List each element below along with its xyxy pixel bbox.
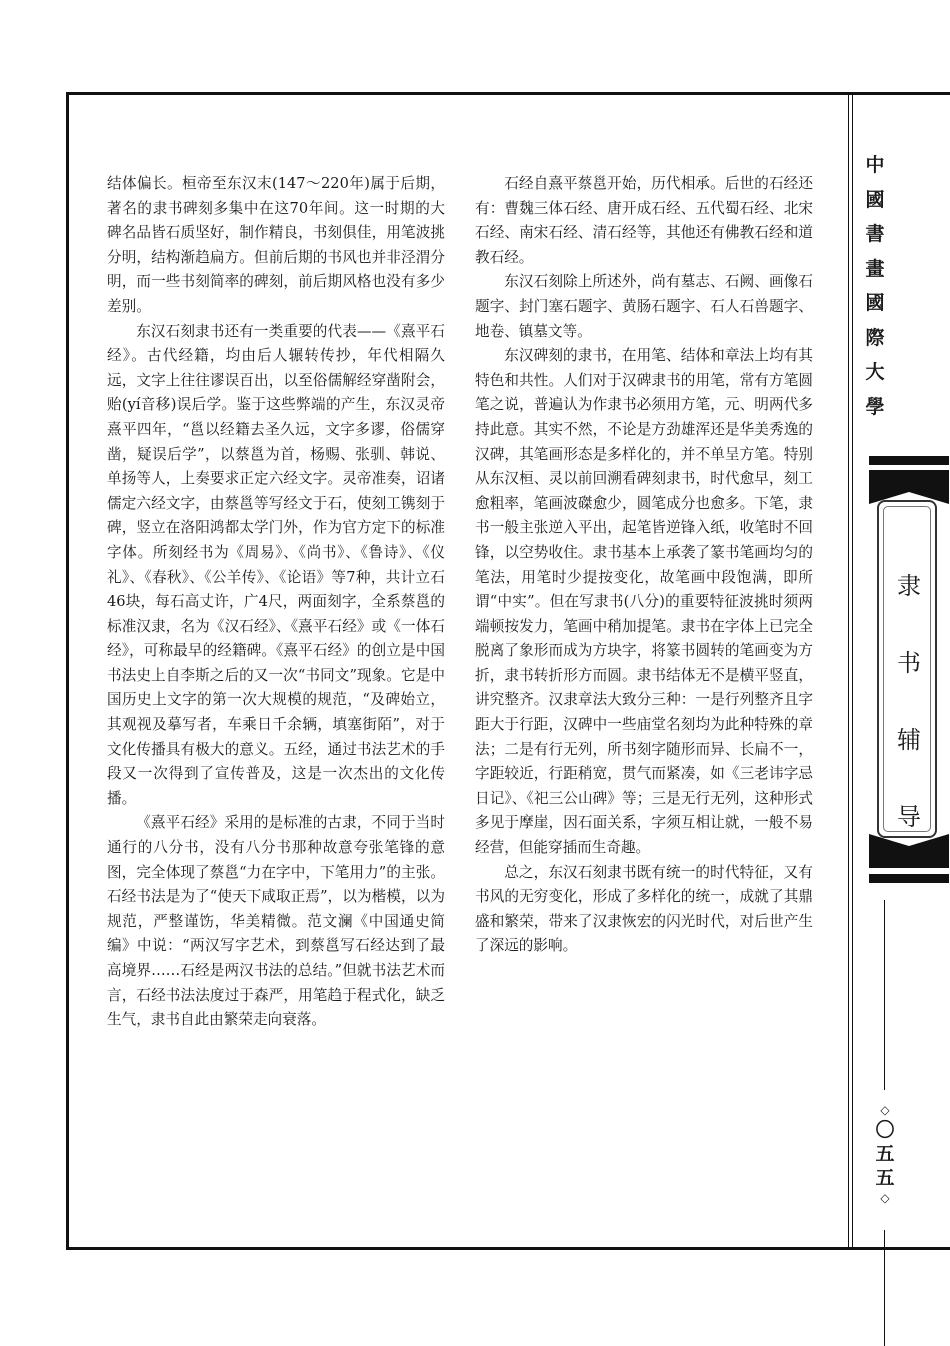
decor-bar-bottom [869,874,949,883]
section-title-char: 书 [897,649,921,677]
page-number-digit: 五 [875,1143,895,1165]
page-number-digit: 〇 [875,1119,895,1141]
right-paragraph-4: 总之，东汉石刻隶书既有统一的时代特征，又有书风的无穷变化，形成了多样化的统一，成就了其鼎盛和繁荣，带来了汉隶恢宏的闪光时代，对后世产生了深远的影响。 [475,863,813,955]
section-title-char: 辅 [897,726,921,754]
left-paragraph-1: 结体偏长。桓帝至东汉末(147～220年)属于后期，著名的隶书碑刻多集中在这70年间。这一时期的大碑名品皆石质坚好，制作精良，书刻俱佳，用笔波挑分明，结构渐趋扁方。但前后期的书风也并非泾渭分明，而一些书刻简率的碑刻，前后期风格也没有多少差别。 [107,175,445,315]
decor-bar-top [869,456,949,465]
left-paragraph-3: 《熹平石经》采用的是标准的古隶，不同于当时通行的八分书，没有八分书那种故意夸张笔锋的意图，完全体现了蔡邕“力在字中，下笔用力”的主张。石经书法是为了“使天下咸取正焉”，以为楷模，以为规范，严整谨饬，华美精微。范文澜《中国通史简编》中说：“两汉写字艺术，到蔡邕写石经达到了最高境界……石经是两汉书法的总结。”但就书法艺术而言，石经书法法度过于森严，用笔趋于程式化，缺乏生气，隶书自此由繁荣走向衰落。 [107,814,445,1029]
left-text-column [107,172,445,1033]
university-title-char: 畫 [865,257,885,280]
left-paragraph-2: 东汉石刻隶书还有一类重要的代表——《熹平石经》。古代经籍，均由后人辗转传抄，年代相隔久远，文字上往往谬误百出，以至俗儒解经穿凿附会，贻(yí音移)误后学。鉴于这些弊端的产生，东汉灵帝熹平四年，“邕以经籍去圣久远，文字多谬，俗儒穿凿，疑误后学”，以蔡邕为首，杨赐、张驯、韩说、单扬等人，上奏要求正定六经文字。灵帝准奏，诏诸儒定六经文字，由蔡邕等写经文于石，使刻工镌刻于碑，竖立在洛阳鸿都太学门外，作为官方定下的标准字体。所刻经书为《周易》、《尚书》、《鲁诗》、《仪礼》、《春秋》、《公羊传》、《论语》等7种，共计立石46块，每石高丈许，广4尺，两面刻字，全系蔡邕的标准汉隶，名为《汉石经》、《熹平石经》或《一体石经》，可称最早的经籍碑。《熹平石经》的创立是中国书法史上自李斯之后的又一次“书同文”现象。它是中国历史上文字的第一次大规模的规范，“及碑始立，其观视及摹写者，车乘日千余辆，填塞街陌”，对于文化传播具有极大的意义。五经，通过书法艺术的手段又一次得到了宣传普及，这是一次杰出的文化传播。 [107,322,445,807]
university-title [853,148,897,424]
university-title-char: 際 [865,326,885,349]
section-title-char: 隶 [897,572,921,600]
sidebar-line-upper [884,900,885,1090]
right-text-column [475,172,813,959]
diamond-icon: ◇ [880,1103,890,1117]
university-title-char: 國 [865,292,885,314]
page-number-digit: 五 [875,1167,895,1189]
section-title-char: 导 [897,803,921,831]
university-title-char: 國 [865,188,885,211]
university-title-char: 書 [865,223,885,245]
section-title [881,548,937,856]
page-number [863,1102,907,1206]
banner-bottom-ornament [869,834,949,868]
right-paragraph-1: 石经自熹平蔡邕开始，历代相承。后世的石经还有：曹魏三体石经、唐开成石经、五代蜀石经、北宋石经、南宋石经、清石经等，其他还有佛教石经和道教石经。 [475,175,813,266]
diamond-icon: ◇ [880,1191,890,1205]
university-title-char: 中 [865,154,885,176]
sidebar [853,92,950,1250]
right-paragraph-3: 东汉碑刻的隶书，在用笔、结体和章法上均有其特色和共性。人们对于汉碑隶书的用笔，常有方笔圆笔之说，普遍认为作隶书必须用方笔，元、明两代多持此意。其实不然，不论是方劲雄浑还是华美秀逸的汉碑，其笔画形态是多样化的，并不单呈方笔。特别从东汉桓、灵以前回溯看碑刻隶书，时代愈早，刻工愈粗率，笔画波磔愈少，圆笔成分也愈多。下笔，隶书一般主张逆入平出，起笔皆逆锋入纸，收笔时不回锋，以空势收住。隶书基本上承袭了篆书笔画均匀的笔法，用笔时少提按变化，故笔画中段饱满，即所谓“中实”。但在写隶书(八分)的重要特征波挑时须两端顿按发力，笔画中稍加提笔。隶书在字体上已完全脱离了象形而成为方块字，将篆书圆转的笔画变为方折，隶书转折形方而圆。隶书结体无不是横平竖直，讲究整齐。汉隶章法大致分三种：一是行列整齐且字距大于行距，汉碑中一些庙堂名刻均为此种特殊的章法；二是有行无列，所书刻字随形而异、长扁不一，字距较近，行距稍宽，贯气而紧凑，如《三老讳字忌日记》、《祀三公山碑》等；三是无行无列，这种形式多见于摩崖，因石面关系，字须互相让就，一般不易经营，但能穿插而生奇趣。 [475,347,813,857]
sidebar-line-lower [884,1230,885,1346]
university-title-char: 大 [865,361,885,383]
university-title-char: 學 [865,395,885,418]
banner-top-ornament [869,470,949,504]
right-paragraph-2: 东汉石刻除上所述外，尚有墓志、石阙、画像石题字、封门塞石题字、黄肠石题字、石人石兽题字、地卷、镇墓文等。 [475,273,813,340]
frame-divider [848,92,849,1250]
